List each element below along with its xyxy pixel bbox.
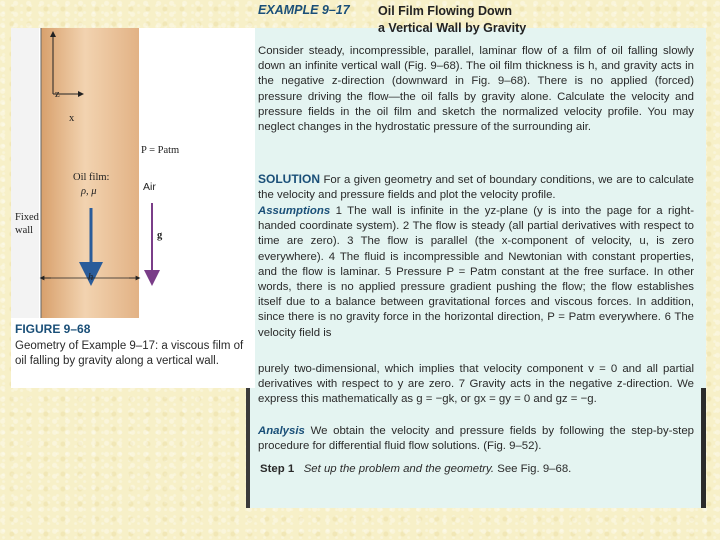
figure-panel (11, 28, 255, 388)
x-axis-label: x (69, 113, 75, 124)
assumptions-text: 1 The wall is infinite in the yz-plane (y is into the page for a right-handed coordinate system). 2 The flow is steady (all partial derivatives with respect to time are zero). 3 The flow is parallel (the x-component of velocity, u, is zero everywhere). 4 The fluid is incompressible and Newtonian with constant properties, and the flow is laminar. 5 Pressure P = Patm constant at the free surface. In other words, there is no applied pressure gradient pushing the flow; the flow establishes itself due to a balance between gravitational forces and viscous forces. In addition, since there is no gravity force in the horizontal direction, P = Patm everywhere. 6 The velocity field is (258, 205, 694, 339)
oil-film-label: Oil film: (73, 172, 110, 183)
example-title (378, 3, 526, 37)
step1-tail: See Fig. 9–68. (497, 463, 572, 475)
solution-text: For a given geometry and set of boundary conditions, we are to calculate the velocity and pressure fields and plot the velocity profile. (258, 174, 694, 202)
solution-label: SOLUTION (258, 172, 320, 186)
example-title-line1: Oil Film Flowing Down (378, 4, 513, 18)
h-label: h (88, 272, 94, 283)
continuation-paragraph: purely two-dimensional, which implies that velocity component v = 0 and all partial derivatives with respect to y are zero. 7 Gravity acts in the negative z-direction. We express this mathematically as g = −gk, or gx = gy = 0 and gz = −g. (258, 363, 694, 406)
analysis-paragraph (258, 424, 694, 454)
panel-border-left (246, 388, 250, 508)
example-number: EXAMPLE 9–17 (258, 3, 350, 17)
oil-film-diagram (11, 28, 255, 318)
example-title-line2: a Vertical Wall by Gravity (378, 21, 527, 35)
fixed-wall-label-2: wall (15, 225, 34, 236)
problem-statement: Consider steady, incompressible, parallel, laminar flow of a film of oil falling slowly down an infinite vertical wall (Fig. 9–68). The oil film thickness is h, and gravity acts in the negative z-direction (downward in Fig. 9–68). There is no applied (forced) pressure driving the flow—the oil falls by gravity alone. Calculate the velocity and pressure fields in the oil film and sketch the normalized velocity profile. You may neglect changes in the hydrostatic pressure of the surrounding air. (258, 45, 694, 134)
wall-shading (11, 28, 39, 318)
assumptions-paragraph (258, 204, 694, 341)
panel-border-right (701, 388, 706, 508)
figure-label: FIGURE 9–68 (15, 322, 91, 336)
step1-label: Step 1 (260, 463, 295, 475)
assumptions-label: Assumptions (258, 205, 331, 217)
step1-paragraph (260, 462, 690, 477)
g-label: g (157, 230, 163, 241)
z-axis-label: z (55, 89, 60, 100)
air-label: Air (143, 181, 156, 193)
oil-props-label: ρ, μ (81, 186, 97, 197)
solution-paragraph (258, 172, 694, 203)
figure-caption: Geometry of Example 9–17: a viscous film of oil falling by gravity along a vertical wall. (15, 340, 244, 367)
analysis-label: Analysis (258, 425, 305, 437)
pressure-label: P = Patm (141, 145, 180, 156)
analysis-text: We obtain the velocity and pressure fields by following the step-by-step procedure for differential fluid flow solutions. (Fig. 9–52). (258, 425, 695, 453)
step1-text: Set up the problem and the geometry. (303, 463, 495, 475)
fixed-wall-label: Fixed (15, 212, 39, 223)
